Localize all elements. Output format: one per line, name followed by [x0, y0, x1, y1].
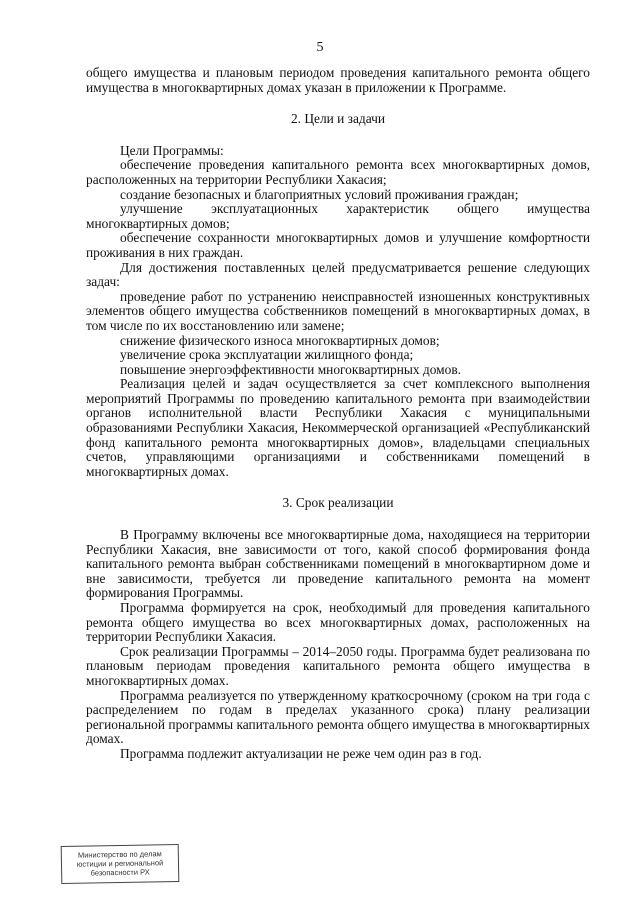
intro-paragraph: общего имущества и плановым периодом проведения капитального ремонта общего имущества в многоквартирных домах указан в приложении к Программе. [86, 65, 590, 95]
paragraph: В Программу включены все многоквартирные дома, находящиеся на территории Республики Хакасия, вне зависимости от того, какой способ формирования фонда капитального ремонта выбран собственниками помещений в многоквартирном доме и вне зависимости, требуется ли проведение капитального ремонта на момент формирования Программы. [86, 527, 590, 601]
stamp-line: Министерство по делам [77, 849, 162, 860]
paragraph: создание безопасных и благоприятных условий проживания граждан; [120, 186, 519, 202]
paragraph: Программа подлежит актуализации не реже чем один раз в год. [120, 745, 482, 761]
paragraph: Программа реализуется по утвержденному краткосрочному (сроком на три года с распределением по годам в пределах указанного срока) плану реализации региональной программы капитального ремонта общего имущества в многоквартирных домах. [86, 687, 590, 747]
paragraph: увеличение срока эксплуатации жилищного фонда; [120, 347, 414, 363]
paragraph: обеспечение проведения капитального ремонта всех многоквартирных домов, расположенных на территории Республики Хакасия; [86, 157, 590, 187]
paragraph: улучшение эксплуатационных характеристик общего имущества многоквартирных домов; [86, 201, 590, 231]
paragraph: Цели Программы: [120, 142, 224, 158]
section-3-body [86, 528, 590, 762]
paragraph: Для достижения поставленных целей предусматривается решение следующих задач: [86, 259, 590, 290]
section-2-body [86, 144, 590, 480]
paragraph: снижение физического износа многоквартирных домов; [120, 332, 440, 348]
paragraph: обеспечение сохранности многоквартирных домов и улучшение комфортности проживания в них граждан. [86, 230, 590, 260]
paragraph: Программа формируется на срок, необходимый для проведения капитального ремонта общего имущества во всех многоквартирных домах, расположенных на территории Республики Хакасия. [86, 600, 590, 645]
stamp-line: юстиции и региональной [76, 858, 164, 869]
paragraph: Срок реализации Программы – 2014–2050 годы. Программа будет реализована по плановым периодам проведения капитального ремонта общего имущества в многоквартирных домах. [86, 643, 590, 688]
stamp-line: безопасности РХ [90, 867, 150, 878]
section-3-heading: 3. Срок реализации [282, 495, 394, 511]
document-body [86, 66, 590, 762]
paragraph: проведение работ по устранению неисправностей изношенных конструктивных элементов общего имущества собственников помещений в многоквартирных домах, в том числе по их восстановлению или замене; [86, 288, 590, 333]
page-number: 5 [316, 40, 324, 55]
registration-stamp [61, 844, 180, 884]
paragraph: Реализация целей и задач осуществляется за счет комплексного выполнения мероприятий Программы по проведению капитального ремонта при взаимодействии органов исполнительной власти Республики Хакасия с муниципальными образованиями Республики Хакасия, Некоммерческой организацией «Республиканский фонд капитального ремонта многоквартирных домов», владельцами специальных счетов, управляющими организациями и собственниками помещений в многоквартирных домах. [86, 376, 590, 479]
section-2-heading: 2. Цели и задачи [290, 111, 386, 127]
paragraph: повышение энергоэффективности многоквартирных домов. [120, 361, 462, 377]
